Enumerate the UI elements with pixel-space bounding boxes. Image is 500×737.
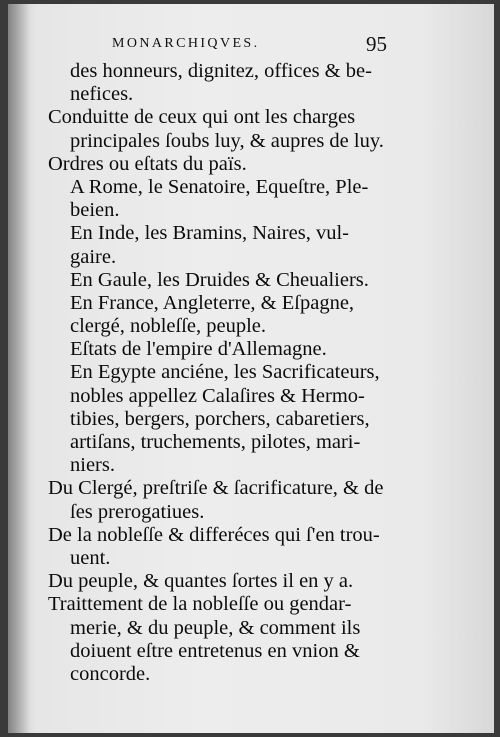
text-line: nefices. xyxy=(70,83,134,106)
text-line: niers. xyxy=(70,454,115,477)
page-number: 95 xyxy=(366,32,387,56)
text-line: Conduitte de ceux qui ont les charges xyxy=(48,106,356,129)
text-line: merie, & du peuple, & comment ils xyxy=(70,616,361,639)
gutter-shadow xyxy=(8,4,30,733)
text-line: gaire. xyxy=(70,245,117,268)
text-line: En Gaule, les Druides & Cheualiers. xyxy=(70,268,369,291)
text-line: beien. xyxy=(70,199,120,222)
table-of-contents-text xyxy=(48,60,458,686)
text-line: De la nobleſſe & differéces qui ſ'en trou- xyxy=(48,523,380,546)
text-line: uent. xyxy=(70,546,111,569)
page-header xyxy=(8,34,494,60)
text-line: ſes prerogatiues. xyxy=(70,500,205,523)
text-line: concorde. xyxy=(70,662,151,685)
book-page xyxy=(8,4,494,733)
text-line: doiuent eſtre entretenus en vnion & xyxy=(70,639,360,662)
text-line: nobles appellez Calaſires & Hermo- xyxy=(70,384,365,407)
text-line: clergé, nobleſſe, peuple. xyxy=(70,315,267,338)
text-line: A Rome, le Senatoire, Equeſtre, Ple- xyxy=(70,175,369,198)
running-head: MONARCHIQVES. xyxy=(112,36,260,51)
text-line: des honneurs, dignitez, offices & be- xyxy=(70,60,372,82)
text-line: Du peuple, & quantes ſortes il en y a. xyxy=(48,570,354,593)
text-line: En Inde, les Bramins, Naires, vul- xyxy=(70,222,349,245)
text-line: Du Clergé, preſtriſe & ſacrificature, & de xyxy=(48,477,384,500)
text-line: Traittement de la nobleſſe ou gendar- xyxy=(48,593,352,616)
text-line: Ordres ou eſtats du païs. xyxy=(48,152,247,175)
text-line: Eſtats de l'empire d'Allemagne. xyxy=(70,338,327,361)
text-line: En France, Angleterre, & Eſpagne, xyxy=(70,291,355,314)
text-line: tibies, bergers, porchers, cabaretiers, xyxy=(70,407,370,430)
text-line: artiſans, truchements, pilotes, mari- xyxy=(70,431,361,453)
text-line: En Egypte anciéne, les Sacrificateurs, xyxy=(70,361,380,384)
text-line: principales ſoubs luy, & aupres de luy. xyxy=(70,129,384,152)
